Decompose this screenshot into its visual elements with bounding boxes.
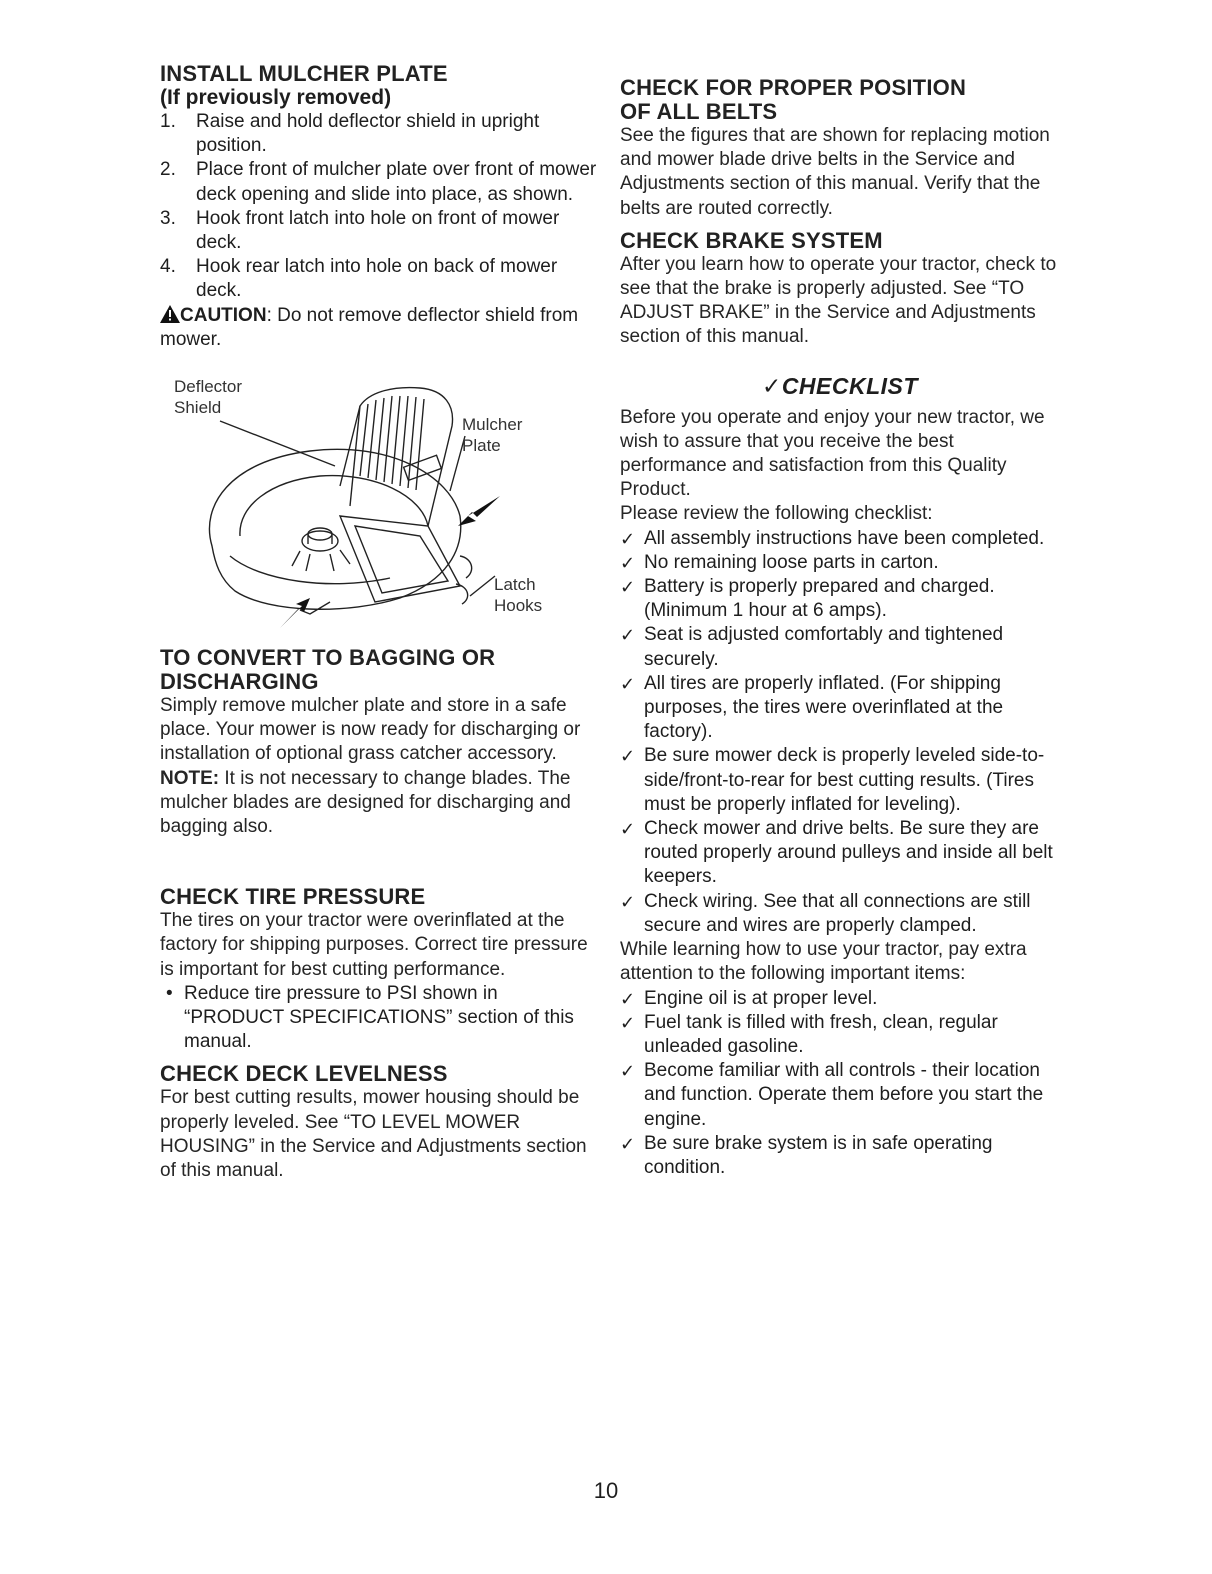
figure-label-mulcher: Mulcher Plate [462,415,523,456]
checklist-item: ✓ Be sure brake system is in safe operating condition. [620,1132,993,1178]
checklist-item: ✓ Check mower and drive belts. Be sure they are routed properly around pulleys and inside all belt keepers. [620,818,1053,888]
checklist-item: ✓ Fuel tank is filled with fresh, clean, regular unleaded gasoline. [620,1011,998,1057]
checklist-title: ✓CHECKLIST [762,372,918,399]
tire-pressure-body: The tires on your tractor were overinflated at the factory for shipping purposes. Correct tire pressure is important for best cutting performance. [160,910,588,980]
checklist-item: ✓ Check wiring. See that all connections are still secure and wires are properly clamped. [620,890,1031,936]
tire-section [160,885,600,1054]
figure-label-latch: Latch Hooks [494,575,543,616]
convert-body: Simply remove mulcher plate and store in a safe place. Your mower is now ready for discharging or installation of optional grass catcher accessory. [160,695,581,765]
checklist-items-important [620,987,1060,1181]
mulcher-step: 1. Raise and hold deflector shield in upright position. [160,111,540,157]
checklist-item: ✓ Battery is properly prepared and charged. (Minimum 1 hour at 6 amps). [620,576,995,622]
belts-body: See the figures that are shown for replacing motion and mower blade drive belts in the Service and Adjustments section of this manual. Verify that the belts are routed correctly. [620,125,1050,219]
convert-section [160,646,600,839]
figure-label-deflector: Deflector Shield [174,377,243,418]
checklist-item: ✓ Be sure mower deck is properly leveled side-to-side/front-to-rear for best cutting results. (Tires must be properly inflated for leveling). [620,745,1045,815]
checklist-item: ✓ Engine oil is at proper level. [620,987,878,1009]
install-mulcher-subtitle: (If previously removed) [160,86,392,109]
mulcher-step: 3. Hook front latch into hole on front of mower deck. [160,207,560,254]
mulcher-step: 4. Hook rear latch into hole on back of mower deck. [160,256,558,302]
checklist-item: ✓ All tires are properly inflated. (For shipping purposes, the tires were overinflated at the factory). [620,672,1004,743]
checklist-item: ✓ Seat is adjusted comfortably and tightened securely. [620,624,1004,670]
checklist-items [620,527,1060,938]
tire-bullet: • Reduce tire pressure to PSI shown in “PRODUCT SPECIFICATIONS” section of this manual. [166,982,574,1053]
convert-title-line-2: DISCHARGING [160,669,319,695]
tire-pressure-title: CHECK TIRE PRESSURE [160,884,426,910]
mulcher-plate-figure [160,366,580,636]
page-number: 10 [593,1478,619,1503]
checklist-while: While learning how to use your tractor, pay extra attention to the following important items: [620,939,1027,985]
brake-body: After you learn how to operate your tractor, check to see that the brake is properly adjusted. See “TO ADJUST BRAKE” in the Service and Adjustments section of this manual. [620,253,1057,348]
caution-notice: CAUTION: Do not remove deflector shield from mower. [160,304,579,350]
convert-title-line-1: TO CONVERT TO BAGGING OR [160,645,496,671]
belts-title-line-1: CHECK FOR PROPER POSITION [620,75,967,100]
checklist-item: ✓ No remaining loose parts in carton. [620,551,939,573]
checklist-review: Please review the following checklist: [620,503,933,525]
right-column [620,76,1060,1180]
checklist-item: ✓ All assembly instructions have been completed. [620,527,1045,549]
brake-title: CHECK BRAKE SYSTEM [620,227,883,253]
convert-note: NOTE: It is not necessary to change blades. The mulcher blades are designed for discharging and bagging also. [160,767,571,838]
warning-triangle-icon [160,305,180,323]
deck-levelness-body: For best cutting results, mower housing should be properly leveled. See “TO LEVEL MOWER HOUSING” in the Service and Adjustments section of this manual. [160,1087,587,1182]
deck-section [160,1062,600,1183]
deck-levelness-title: CHECK DECK LEVELNESS [160,1061,448,1087]
checklist-intro: Before you operate and enjoy your new tractor, we wish to assure that you receive the best performance and satisfaction from this Quality Product. [620,406,1045,501]
mulcher-steps [160,110,600,304]
left-column [160,62,600,1183]
mulcher-step: 2. Place front of mulcher plate over front of mower deck opening and slide into place, as shown. [160,159,597,205]
belts-title-line-2: OF ALL BELTS [620,99,778,124]
install-mulcher-title: INSTALL MULCHER PLATE [160,61,448,86]
checklist-item: ✓ Become familiar with all controls - their location and function. Operate them before you start the engine. [620,1060,1044,1130]
tire-bullets [160,982,600,1055]
